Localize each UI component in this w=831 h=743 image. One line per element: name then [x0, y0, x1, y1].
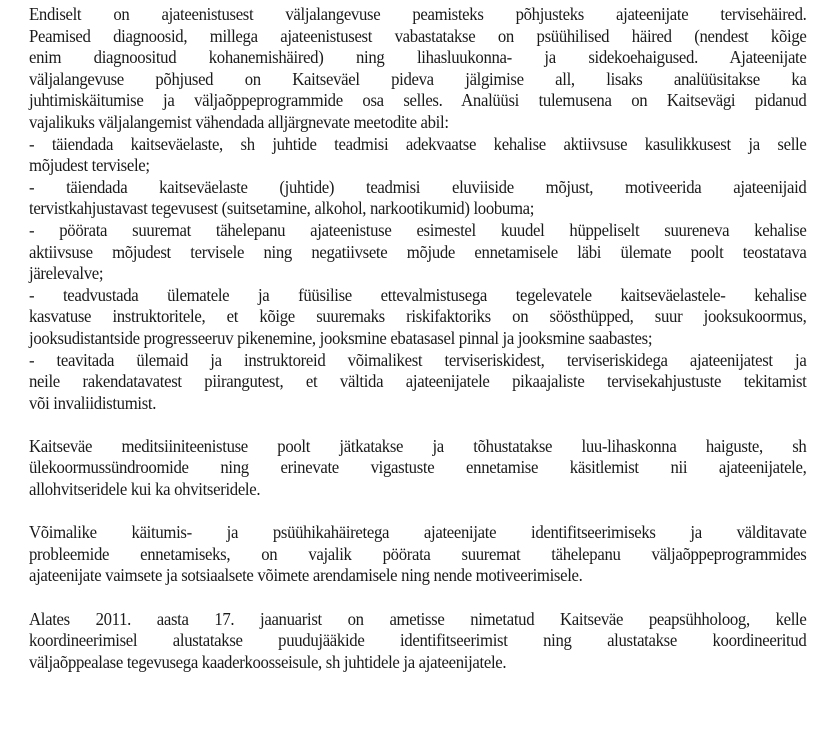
text-line: koordineerimisel alustatakse puudujääkide identifitseerimist ning alustatakse koordineeritud	[29, 630, 807, 651]
list-item-line: või invaliidistumist.	[29, 392, 157, 413]
text-line: Peamised diagnoosid, millega ajateenistusest vabastatakse on psüühilised häired (nendest kõige	[29, 25, 807, 46]
paragraph-medical-service	[29, 436, 806, 501]
text-line: probleemide ennetamiseks, on vajalik pöörata suuremat tähelepanu väljaõppeprogrammides	[29, 543, 807, 564]
text-line: ülekoormussündroomide ning erinevate vigastuste ennetamise käsitlemist nii ajateenijatele,	[29, 457, 807, 478]
list-item-line: - täiendada kaitseväelaste (juhtide) teadmisi eluviiside mõjust, motiveerida ajateenijaid	[29, 176, 807, 197]
text-line: Endiselt on ajateenistusest väljalangevuse peamisteks põhjusteks ajateenijate tervisehäired.	[29, 4, 807, 24]
text-line: vajalikuks väljalangemist vähendada alljärgnevate meetodite abil:	[29, 111, 449, 132]
list-item-line: mõjudest tervisele;	[29, 155, 150, 176]
text-line: Võimalike käitumis- ja psüühikahäiretega ajateenijate identifitseerimiseks ja välditavate	[29, 522, 807, 543]
paragraph-chief-psychologist	[29, 609, 806, 674]
list-item-line: aktiivsuse mõjudest tervisele ning negatiivsete mõjude ennetamisele läbi ülemate poolt teostatava	[29, 241, 807, 262]
list-item-line: järelevalve;	[29, 263, 104, 284]
list-item-line: - teavitada ülemaid ja instruktoreid võimalikest terviseriskidest, terviseriskidega ajateenijatest ja	[29, 349, 807, 370]
text-line: Kaitseväe meditsiiniteenistuse poolt jätkatakse ja tõhustatakse luu-lihaskonna haiguste, sh	[29, 435, 807, 456]
list-item-line: - teadvustada ülematele ja füüsilise ettevalmistusega tegelevatele kaitseväelastele- kehalise	[29, 284, 807, 305]
list-item-line: tervistkahjustavast tegevusest (suitsetamine, alkohol, narkootikumid) loobuma;	[29, 198, 535, 219]
document-page	[29, 4, 806, 695]
text-line: enim diagnoositud kohanemishäired) ning lihasluukonna- ja sidekoehaigused. Ajateenijate	[29, 47, 807, 68]
text-line: väljalangevuse põhjused on Kaitseväel pideva jälgimise all, lisaks analüüsitakse ka	[29, 68, 807, 89]
text-line: allohvitseridele kui ka ohvitseridele.	[29, 479, 261, 500]
list-item-line: neile rakendatavatest piirangutest, et vältida ajateenijatele pikaajaliste tervisekahjustuste tekitamist	[29, 371, 807, 392]
list-item-line: - pöörata suuremat tähelepanu ajateenistuse esimestel kuudel hüppeliselt suureneva kehalise	[29, 219, 807, 240]
text-line: juhtimiskäitumise ja väljaõppeprogrammide osa selles. Analüüsi tulemusena on Kaitsevägi pidanud	[29, 90, 807, 111]
paragraph-behavioral-disorders	[29, 522, 806, 587]
text-line: väljaõppealase tegevusega kaaderkoosseisule, sh juhtidele ja ajateenijatele.	[29, 651, 507, 672]
paragraph-dropout-causes	[29, 4, 806, 414]
list-item-line: kasvatuse instruktoritele, et kõige suuremaks riskifaktoriks on söösthüpped, suur jooksukoormus,	[29, 306, 807, 327]
list-item-line: - täiendada kaitseväelaste, sh juhtide teadmisi adekvaatse kehalise aktiivsuse kasulikkusest ja selle	[29, 133, 807, 154]
text-line: Alates 2011. aasta 17. jaanuarist on ametisse nimetatud Kaitseväe peapsühholoog, kelle	[29, 608, 807, 629]
text-line: ajateenijate vaimsete ja sotsiaalsete võimete arendamisele ning nende motiveerimisele.	[29, 565, 583, 586]
list-item-line: jooksudistantside progresseeruv pikenemine, jooksmine ebatasasel pinnal ja jooksmine saabastes;	[29, 327, 653, 348]
